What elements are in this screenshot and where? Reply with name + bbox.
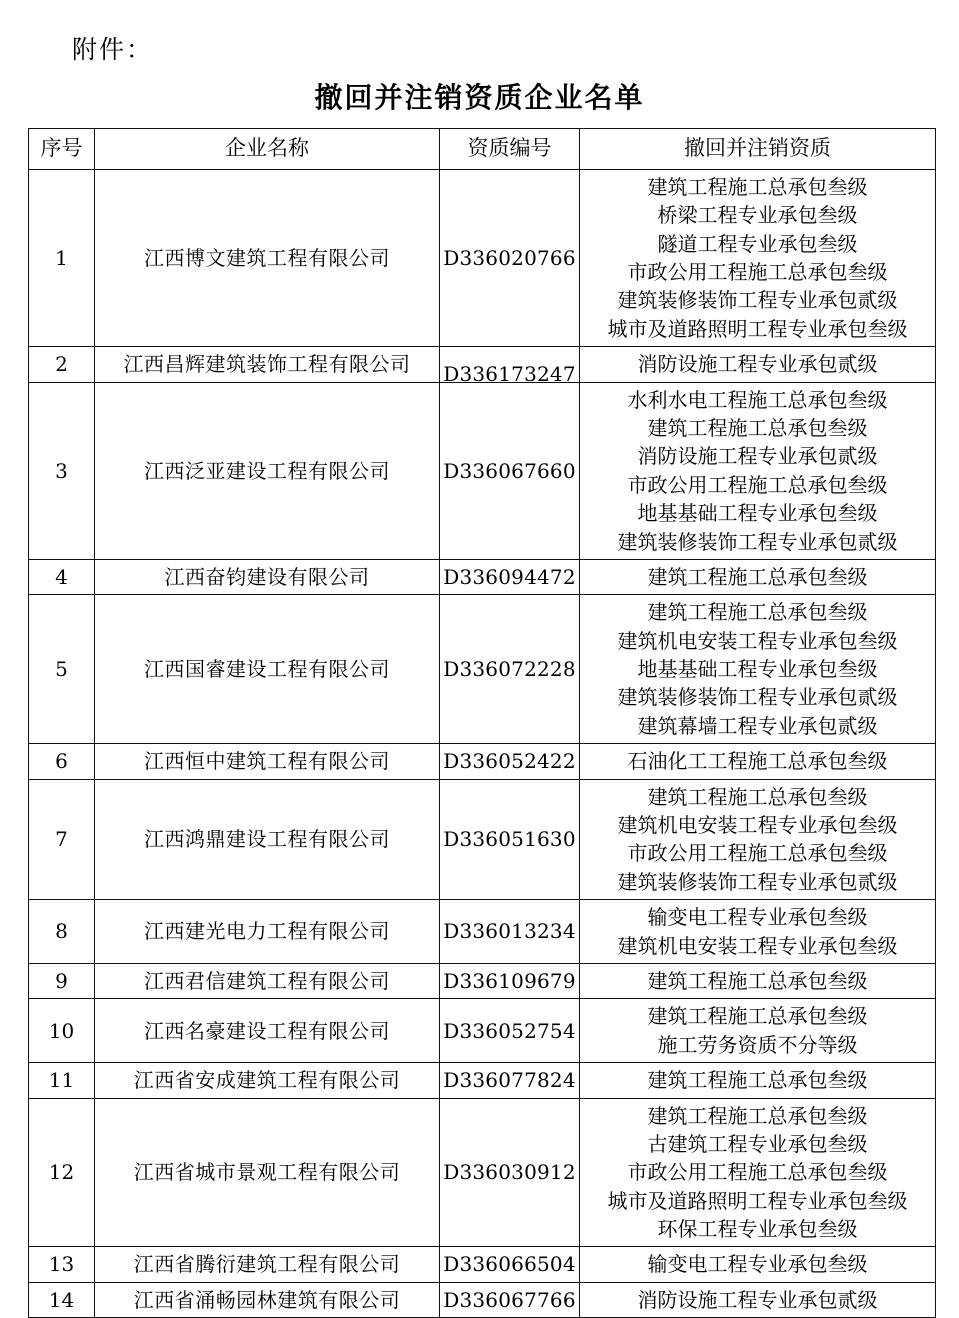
qualification-line: 城市及道路照明工程专业承包叁级	[607, 1188, 908, 1213]
column-header-name: 企业名称	[95, 129, 440, 170]
cell-revoked-qualifications	[580, 595, 936, 744]
cell-qualification-code: D336052754	[440, 999, 580, 1063]
cell-revoked-qualifications	[580, 347, 936, 382]
cell-revoked-qualifications	[580, 169, 936, 346]
qualification-line: 输变电工程专业承包叁级	[647, 905, 868, 930]
cell-company-name: 江西君信建筑工程有限公司	[95, 963, 440, 998]
cell-qualification-code: D336066504	[440, 1247, 580, 1282]
cell-revoked-qualifications	[580, 1063, 936, 1098]
cell-sequence-number: 3	[29, 382, 95, 559]
attachment-label: 附件：	[72, 35, 154, 64]
table-row	[29, 900, 936, 964]
table-row	[29, 347, 936, 382]
qualification-line: 建筑工程施工总承包叁级	[647, 968, 868, 993]
cell-qualification-code: D336094472	[440, 559, 580, 594]
qualification-line: 古建筑工程专业承包叁级	[647, 1131, 868, 1156]
cell-revoked-qualifications	[580, 900, 936, 964]
table-header	[29, 129, 936, 170]
cell-sequence-number: 13	[29, 1247, 95, 1282]
cell-company-name: 江西建光电力工程有限公司	[95, 900, 440, 964]
cell-company-name: 江西名豪建设工程有限公司	[95, 999, 440, 1063]
cell-sequence-number: 14	[29, 1282, 95, 1317]
cell-company-name: 江西恒中建筑工程有限公司	[95, 744, 440, 779]
cell-qualification-code: D336051630	[440, 779, 580, 900]
cell-revoked-qualifications	[580, 1098, 936, 1247]
company-list-table	[28, 128, 936, 1318]
cell-revoked-qualifications	[580, 779, 936, 900]
qualification-line: 建筑机电安装工程专业承包叁级	[617, 933, 898, 958]
qualification-line: 建筑机电安装工程专业承包叁级	[617, 813, 898, 838]
table-row	[29, 744, 936, 779]
cell-sequence-number: 4	[29, 559, 95, 594]
cell-revoked-qualifications	[580, 1282, 936, 1317]
cell-qualification-code: D336067766	[440, 1282, 580, 1317]
cell-qualification-code: D336052422	[440, 744, 580, 779]
qualification-line: 建筑装修装饰工程专业承包贰级	[617, 869, 898, 894]
qualification-line: 地基基础工程专业承包叁级	[637, 657, 878, 682]
cell-qualification-code: D336067660	[440, 382, 580, 559]
table-row	[29, 559, 936, 594]
qualification-line: 隧道工程专业承包叁级	[657, 231, 858, 256]
column-header-qual: 撤回并注销资质	[580, 129, 936, 170]
cell-company-name: 江西昌辉建筑装饰工程有限公司	[95, 347, 440, 382]
qualification-line: 建筑工程施工总承包叁级	[647, 1103, 868, 1128]
qualification-line: 建筑装修装饰工程专业承包贰级	[617, 288, 898, 313]
cell-sequence-number: 7	[29, 779, 95, 900]
qualification-line: 建筑工程施工总承包叁级	[647, 564, 868, 589]
column-header-code: 资质编号	[440, 129, 580, 170]
qualification-line: 市政公用工程施工总承包叁级	[627, 1160, 888, 1185]
table-row	[29, 1247, 936, 1282]
qualification-line: 建筑幕墙工程专业承包贰级	[637, 713, 878, 738]
cell-revoked-qualifications	[580, 559, 936, 594]
cell-sequence-number: 6	[29, 744, 95, 779]
qualification-line: 建筑工程施工总承包叁级	[647, 1068, 868, 1093]
cell-company-name: 江西奋钧建设有限公司	[95, 559, 440, 594]
qualification-line: 城市及道路照明工程专业承包叁级	[607, 316, 908, 341]
table-header-row	[29, 129, 936, 170]
table-row	[29, 1098, 936, 1247]
qualification-line: 建筑工程施工总承包叁级	[647, 174, 868, 199]
cell-company-name: 江西省涌畅园林建筑有限公司	[95, 1282, 440, 1317]
qualification-line: 建筑工程施工总承包叁级	[647, 784, 868, 809]
cell-qualification-code: D336077824	[440, 1063, 580, 1098]
cell-company-name: 江西泛亚建设工程有限公司	[95, 382, 440, 559]
cell-sequence-number: 12	[29, 1098, 95, 1247]
qualification-line: 地基基础工程专业承包叁级	[637, 501, 878, 526]
cell-revoked-qualifications	[580, 382, 936, 559]
cell-company-name: 江西博文建筑工程有限公司	[95, 169, 440, 346]
qualification-line: 市政公用工程施工总承包叁级	[627, 259, 888, 284]
qualification-line: 输变电工程专业承包叁级	[647, 1252, 868, 1277]
qualification-line: 市政公用工程施工总承包叁级	[627, 841, 888, 866]
qualification-line: 石油化工工程施工总承包叁级	[627, 749, 888, 774]
cell-company-name: 江西国睿建设工程有限公司	[95, 595, 440, 744]
table-row	[29, 779, 936, 900]
qualification-line: 消防设施工程专业承包贰级	[637, 1287, 878, 1312]
qualification-line: 施工劳务资质不分等级	[657, 1032, 858, 1057]
cell-company-name: 江西省腾衍建筑工程有限公司	[95, 1247, 440, 1282]
cell-revoked-qualifications	[580, 1247, 936, 1282]
qualification-line: 水利水电工程施工总承包叁级	[627, 387, 888, 412]
cell-sequence-number: 5	[29, 595, 95, 744]
table-row	[29, 595, 936, 744]
qualification-line: 环保工程专业承包叁级	[657, 1217, 858, 1242]
table-row	[29, 382, 936, 559]
cell-qualification-code: D336173247	[440, 357, 580, 392]
qualification-line: 建筑工程施工总承包叁级	[647, 600, 868, 625]
cell-revoked-qualifications	[580, 999, 936, 1063]
cell-qualification-code: D336109679	[440, 963, 580, 998]
column-header-no: 序号	[29, 129, 95, 170]
qualification-line: 建筑装修装饰工程专业承包贰级	[617, 685, 898, 710]
cell-sequence-number: 1	[29, 169, 95, 346]
cell-sequence-number: 2	[29, 347, 95, 382]
cell-company-name: 江西省安成建筑工程有限公司	[95, 1063, 440, 1098]
cell-qualification-code: D336020766	[440, 169, 580, 346]
cell-qualification-code: D336072228	[440, 595, 580, 744]
cell-qualification-code: D336013234	[440, 900, 580, 964]
cell-sequence-number: 10	[29, 999, 95, 1063]
cell-sequence-number: 9	[29, 963, 95, 998]
cell-sequence-number: 8	[29, 900, 95, 964]
qualification-line: 建筑机电安装工程专业承包叁级	[617, 628, 898, 653]
cell-company-name: 江西省城市景观工程有限公司	[95, 1098, 440, 1247]
qualification-line: 市政公用工程施工总承包叁级	[627, 472, 888, 497]
cell-qualification-code: D336030912	[440, 1098, 580, 1247]
qualification-line: 消防设施工程专业承包贰级	[637, 352, 878, 377]
cell-revoked-qualifications	[580, 744, 936, 779]
qualification-line: 消防设施工程专业承包贰级	[637, 444, 878, 469]
qualification-line: 桥梁工程专业承包叁级	[657, 203, 858, 228]
table-row	[29, 169, 936, 346]
page-title: 撤回并注销资质企业名单	[314, 81, 645, 114]
qualification-line: 建筑装修装饰工程专业承包贰级	[617, 529, 898, 554]
table-body	[29, 169, 936, 1317]
table-row	[29, 1282, 936, 1317]
cell-revoked-qualifications	[580, 963, 936, 998]
table-row	[29, 999, 936, 1063]
table-row	[29, 963, 936, 998]
cell-sequence-number: 11	[29, 1063, 95, 1098]
cell-company-name: 江西鸿鼎建设工程有限公司	[95, 779, 440, 900]
table-row	[29, 1063, 936, 1098]
qualification-line: 建筑工程施工总承包叁级	[647, 415, 868, 440]
qualification-line: 建筑工程施工总承包叁级	[647, 1004, 868, 1029]
